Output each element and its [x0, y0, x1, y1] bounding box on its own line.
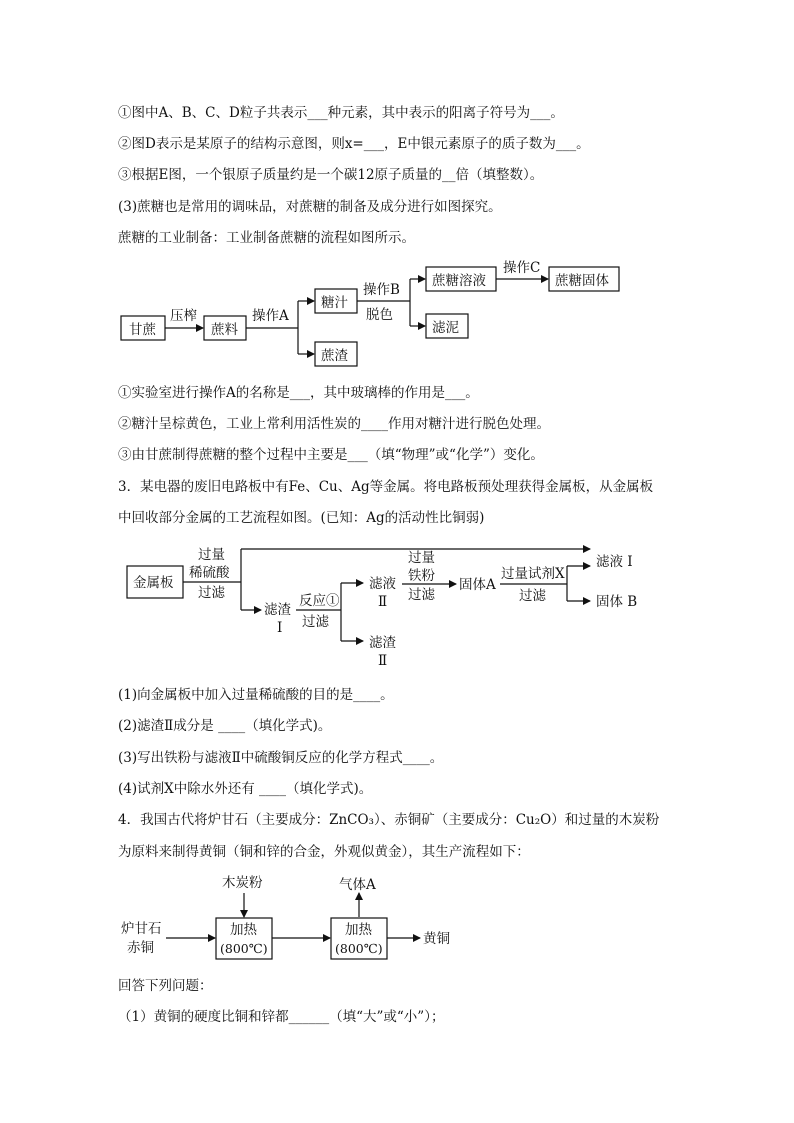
- p3-q1: (1)向金属板中加入过量稀硫酸的目的是____。: [118, 687, 394, 703]
- label-lvye2-num: Ⅱ: [378, 594, 388, 610]
- label-rongye: 蔗糖溶液: [432, 273, 486, 289]
- p3-title-1: 3．某电器的废旧电路板中有Fe、Cu、Ag等金属。将电路板预处理获得金属板，从金属板: [118, 479, 654, 495]
- p4-title-1: 4．我国古代将炉甘石（主要成分：ZnCO₃）、赤铜矿（主要成分：Cu₂O）和过量的木炭粉: [118, 812, 660, 828]
- label-gasA: 气体A: [339, 877, 376, 893]
- p3-title-2: 中回收部分金属的工艺流程如图。(已知：Ag的活动性比铜弱): [118, 510, 485, 526]
- sugar-flow-diagram: [121, 259, 619, 366]
- p4-title-2: 为原料来制得黄铜（铜和锌的合金，外观似黄金），其生产流程如下：: [118, 844, 530, 860]
- label-zhezha: 蔗渣: [321, 348, 348, 364]
- brass-flow-diagram: [121, 874, 450, 959]
- label-op-b: 操作B: [363, 282, 400, 298]
- q2-sub1: ①图中A、B、C、D粒子共表示___种元素，其中表示的阳离子符号为___。: [118, 105, 564, 121]
- label-guoliang2: 过量: [408, 550, 435, 566]
- label-tangzhi: 糖汁: [321, 295, 348, 311]
- label-tuose: 脱色: [366, 307, 393, 323]
- label-guolv: 过滤: [198, 585, 225, 601]
- p3-q2: (2)滤渣Ⅱ成分是 ____（填化学式)。: [118, 718, 332, 734]
- p4-q1: （1）黄铜的硬度比铜和锌都______（填“大”或“小”）；: [118, 1009, 445, 1025]
- label-lvye1: 滤液 Ⅰ: [596, 554, 633, 570]
- label-fanying: 反应①: [299, 593, 340, 609]
- label-tiefen: 铁粉: [408, 568, 435, 584]
- label-guolv2: 过滤: [302, 614, 329, 630]
- label-lvzha2-num: Ⅱ: [378, 653, 388, 669]
- label-press: 压榨: [170, 308, 197, 324]
- p4-answer-prompt: 回答下列问题：: [118, 978, 213, 994]
- label-ore2: 赤铜: [127, 940, 154, 956]
- label-lvye2: 滤液: [369, 576, 396, 592]
- label-lvzha1: 滤渣: [264, 602, 291, 618]
- label-acid: 稀硫酸: [189, 565, 230, 581]
- sugar-q3: ③由甘蔗制得蔗糖的整个过程中主要是___（填“物理”或“化学”）变化。: [118, 447, 544, 463]
- label-guti: 蔗糖固体: [555, 273, 609, 289]
- sugar-q2: ②糖汁呈棕黄色，工业上常利用活性炭的____作用对糖汁进行脱色处理。: [118, 416, 550, 432]
- label-heat1: 加热: [230, 922, 257, 938]
- p3-q3: (3)写出铁粉与滤液Ⅱ中硫酸铜反应的化学方程式____。: [118, 750, 444, 766]
- label-op-c: 操作C: [503, 260, 541, 276]
- label-ore1: 炉甘石: [121, 921, 162, 937]
- label-gutiA: 固体A: [459, 577, 496, 593]
- label-guolv4: 过滤: [519, 588, 546, 604]
- label-lvzha1-num: Ⅰ: [277, 620, 283, 636]
- label-plate: 金属板: [133, 575, 174, 591]
- label-charcoal: 木炭粉: [222, 875, 263, 891]
- label-luni: 滤泥: [432, 320, 459, 336]
- label-ganzhe: 甘蔗: [129, 322, 156, 338]
- label-shijiX: 过量试剂X: [501, 566, 565, 582]
- label-guoliang: 过量: [198, 547, 225, 563]
- q2-sub3: ③根据E图，一个银原子质量约是一个碳12原子质量的__倍（填整数）。: [118, 167, 544, 183]
- p3-q4: (4)试剂X中除水外还有 ____（填化学式)。: [118, 781, 373, 797]
- label-heat2: 加热: [345, 922, 372, 938]
- metal-flow-diagram: [127, 547, 637, 669]
- q3-intro: (3)蔗糖也是常用的调味品，对蔗糖的制备及成分进行如图探究。: [118, 199, 502, 215]
- label-zheliao: 蔗料: [211, 322, 238, 338]
- q2-sub2: ②图D表示是某原子的结构示意图，则x=___，E中银元素原子的质子数为___。: [118, 136, 590, 152]
- label-gutiB: 固体 B: [596, 594, 638, 610]
- label-guolv3: 过滤: [408, 587, 435, 603]
- label-lvzha2: 滤渣: [369, 635, 396, 651]
- label-brass: 黄铜: [423, 931, 450, 947]
- sugar-intro: 蔗糖的工业制备：工业制备蔗糖的流程如图所示。: [118, 230, 415, 246]
- label-temp2: (800℃): [335, 941, 383, 956]
- label-temp1: (800℃): [220, 941, 268, 956]
- label-op-a: 操作A: [252, 308, 289, 324]
- sugar-q1: ①实验室进行操作A的名称是___，其中玻璃棒的作用是___。: [118, 385, 479, 401]
